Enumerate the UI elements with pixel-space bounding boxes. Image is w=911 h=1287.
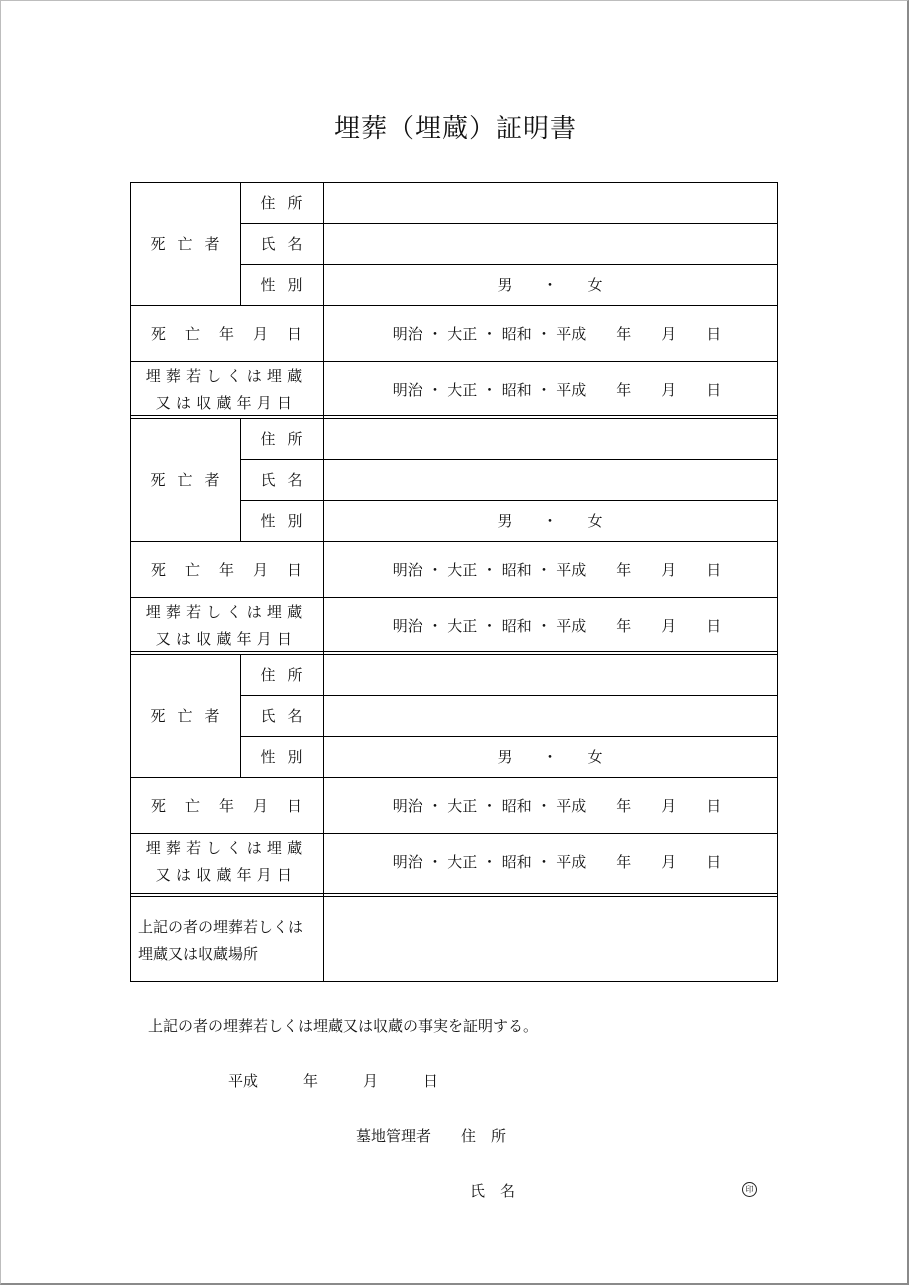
block-2-address-field[interactable] (323, 418, 777, 459)
block-3-name-field[interactable] (323, 695, 777, 736)
block-2-name-label: 氏名 (260, 471, 315, 489)
document-title: 埋葬（埋蔵）証明書 (333, 114, 577, 144)
block-3-deceased-label: 死亡者 (150, 707, 232, 725)
block-2-burial-label-line2: 又は収蔵年月日 (155, 629, 298, 648)
block-2-sex-options[interactable]: 男 ・ 女 (497, 512, 603, 530)
location-label-line2: 埋蔵又は収蔵場所 (138, 945, 259, 963)
block-1-death-date-label: 死亡年月日 (150, 324, 321, 343)
block-3-address-field[interactable] (323, 654, 777, 695)
block-2-deceased-label: 死亡者 (150, 471, 232, 489)
block-3-burial-label-line1: 埋葬若しくは埋蔵 (145, 838, 308, 857)
block-2-burial-label-line1: 埋葬若しくは埋蔵 (145, 602, 308, 621)
location-row-double-border (130, 893, 778, 894)
block-3-burial-label-line2: 又は収蔵年月日 (155, 865, 298, 884)
block-1-burial-date-field[interactable]: 明治 ・ 大正 ・ 昭和 ・ 平成 年 月 日 (392, 381, 722, 399)
location-label (138, 914, 303, 968)
block-3-death-date-field[interactable]: 明治 ・ 大正 ・ 昭和 ・ 平成 年 月 日 (392, 796, 722, 815)
block-2-double-border (130, 415, 778, 416)
seal-mark: 印 (742, 1182, 757, 1197)
block-1-address-label: 住所 (260, 194, 315, 212)
block-2-name-field[interactable] (323, 459, 777, 500)
block-2-death-date-label: 死亡年月日 (150, 560, 321, 579)
cemetery-manager-name-label: 氏 名 (470, 1182, 516, 1200)
block-1-sex-label: 性別 (260, 276, 315, 294)
block-1-name-label: 氏名 (260, 235, 315, 253)
block-2-death-date-field[interactable]: 明治 ・ 大正 ・ 昭和 ・ 平成 年 月 日 (392, 560, 722, 579)
block-2-burial-date-field[interactable]: 明治 ・ 大正 ・ 昭和 ・ 平成 年 月 日 (392, 617, 722, 635)
block-3-sex-label: 性別 (260, 748, 315, 766)
block-3-sex-options[interactable]: 男 ・ 女 (497, 748, 603, 766)
location-field[interactable] (323, 896, 777, 982)
location-label-line1: 上記の者の埋葬若しくは (138, 918, 304, 936)
block-3-address-label: 住所 (260, 666, 315, 684)
issue-date-line: 平成 年 月 日 (228, 1072, 439, 1090)
block-3-burial-date-label (130, 833, 323, 890)
block-1-name-field[interactable] (323, 223, 777, 264)
block-3-burial-date-field[interactable]: 明治 ・ 大正 ・ 昭和 ・ 平成 年 月 日 (392, 853, 722, 871)
block-2-address-label: 住所 (260, 430, 315, 448)
table-right-border (777, 182, 778, 982)
block-1-burial-date-label (130, 361, 323, 418)
block-1-death-date-field[interactable]: 明治 ・ 大正 ・ 昭和 ・ 平成 年 月 日 (392, 324, 722, 343)
block-3-double-border (130, 651, 778, 652)
block-1-deceased-label: 死亡者 (150, 235, 232, 253)
block-1-burial-label-line1: 埋葬若しくは埋蔵 (145, 366, 308, 385)
block-2-sex-label: 性別 (260, 512, 315, 530)
block-3-death-date-label: 死亡年月日 (150, 796, 321, 815)
block-1-burial-label-line2: 又は収蔵年月日 (155, 393, 298, 412)
block-3-name-label: 氏名 (260, 707, 315, 725)
block-1-address-field[interactable] (323, 182, 777, 223)
cemetery-manager-address-label: 墓地管理者 住 所 (356, 1127, 507, 1145)
block-1-sex-options[interactable]: 男 ・ 女 (497, 276, 603, 294)
block-2-burial-date-label (130, 597, 323, 654)
certification-statement: 上記の者の埋葬若しくは埋蔵又は収蔵の事実を証明する。 (148, 1017, 539, 1035)
